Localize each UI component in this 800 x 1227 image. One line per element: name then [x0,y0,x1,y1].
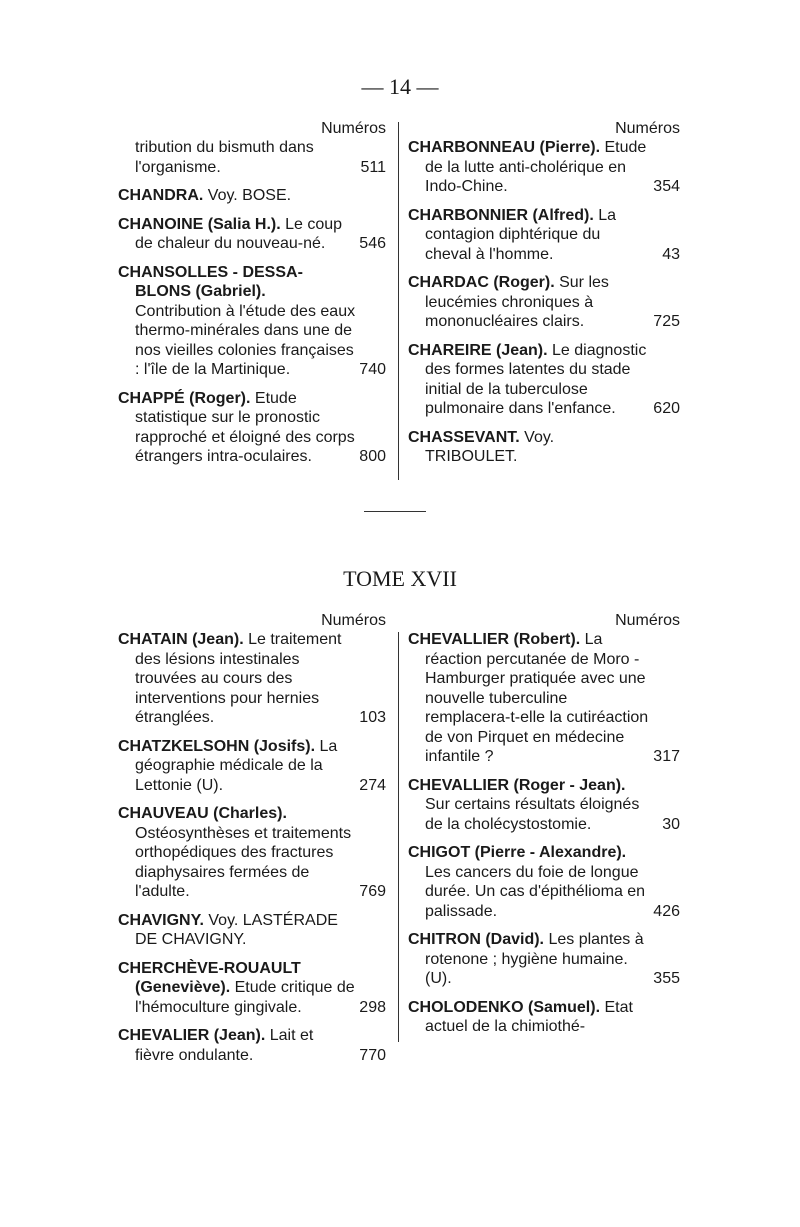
thesis-title: Sur les leucémies chroniques à mononucléaires clairs. [425,274,609,330]
index-entry [408,998,680,1037]
author-name: CHARBONNIER (Alfred). [408,206,594,224]
entry-number: 354 [653,178,680,195]
entry-text [408,630,680,767]
index-entry [118,911,386,950]
entry-number: 740 [359,361,386,378]
index-entry [408,206,680,265]
entry-text [118,630,386,728]
entry-text [408,341,680,419]
entry-number: 43 [662,245,680,263]
author-name: CHEVALLIER (Robert). [408,631,581,648]
entry-number: 800 [359,448,386,465]
index-entry [408,776,680,835]
entry-text [408,843,680,921]
author-name: CHAREIRE (Jean). [408,341,548,359]
index-entry [408,138,680,197]
author-name: CHEVALLIER (Roger - Jean). [408,776,626,794]
thesis-title: Le diagnostic des formes latentes du stade initial de la tuberculose pulmonaire dans l'enfance. [425,341,647,417]
column-header: Numéros [615,120,680,137]
column-divider [398,632,399,1042]
thesis-title: Contribution à l'étude des eaux thermo-minérales dans une de nos vieilles colonies françaises : l'île de la Martinique. [135,302,356,378]
author-name: CHARBONNEAU (Pierre). [408,139,601,156]
entry-text [408,206,680,265]
entry-text [408,776,680,835]
index-entry [118,263,386,380]
tome-title: TOME XVII [343,566,457,591]
thesis-title: Voy. TRIBOULET. [425,428,555,465]
column-header: Numéros [321,120,386,137]
index-entry [118,215,386,254]
thesis-title: Les cancers du foie de longue durée. Un cas d'épithélioma en palissade. [425,863,646,920]
index-entry [118,737,386,796]
author-name: CHITRON (David). [408,931,544,948]
index-entry [408,428,680,467]
author-name: CHAUVEAU (Charles). [118,805,287,822]
entry-text [408,273,680,332]
index-section-top [118,120,680,482]
author-name: CHANSOLLES - DESSA-BLONS (Gabriel). [118,263,303,300]
index-entry [118,389,386,467]
entry-number: 620 [653,400,680,417]
index-entry [118,804,386,902]
index-entry [408,843,680,921]
thesis-title: Lait et fièvre ondulante. [135,1027,314,1064]
thesis-title: Etude statistique sur le pronostic rapproché et éloigné des corps étrangers intra-oculaires. [135,389,355,465]
author-name: CHANOINE (Salia H.). [118,215,281,233]
author-name: CHANDRA. [118,187,204,204]
thesis-title: Etude de la lutte anti-cholérique en Indo-Chine. [425,139,647,195]
column-divider [398,122,399,480]
index-entry [408,273,680,332]
index-entry [118,1026,386,1065]
entry-text [118,911,386,950]
author-name: CHERCHÈVE-ROUAULT (Geneviève). [118,959,301,996]
entry-text [118,804,386,902]
column-header: Numéros [615,612,680,629]
entry-number: 546 [359,235,386,252]
entry-number: 274 [359,776,386,794]
index-entry [408,930,680,989]
entry-number: 298 [359,998,386,1016]
left-column [118,612,386,1074]
entry-text [408,138,680,197]
entry-text [118,1026,386,1065]
entry-number: 769 [359,883,386,900]
right-column [408,120,680,476]
entry-text [408,428,680,467]
thesis-title: tribution du bismuth dans l'organisme. [135,139,314,176]
thesis-title: La géographie médicale de la Lettonie (U). [135,737,338,794]
index-entry [118,186,386,206]
index-entry [118,630,386,728]
thesis-title: Ostéosynthèses et traitements orthopédiques des fractures diaphysaires fermées de l'adulte. [135,824,352,900]
author-name: CHEVALIER (Jean). [118,1027,266,1044]
thesis-title: Etude critique de l'hémoculture gingivale. [135,979,355,1016]
entry-number: 725 [653,313,680,330]
entry-text [118,959,386,1018]
author-name: CHAPPÉ (Roger). [118,389,251,407]
entry-text [408,998,680,1037]
index-entry [118,138,386,177]
index-entry [408,341,680,419]
entry-number: 770 [359,1046,386,1064]
author-name: CHIGOT (Pierre - Alexandre). [408,844,627,861]
entry-number: 511 [360,158,386,176]
index-section-bottom [118,612,680,1064]
thesis-title: Voy. LASTÉRADE DE CHAVIGNY. [135,911,338,948]
thesis-title: La réaction percutanée de Moro - Hamburger pratiquée avec une nouvelle tuberculine remplacera-t-elle la cutiréaction de von Pirquet en médecine infantile ? [425,631,649,765]
thesis-title: Sur certains résultats éloignés de la cholécystostomie. [425,796,640,833]
entry-number: 317 [653,748,680,765]
index-entry [408,630,680,767]
entry-number: 426 [653,902,680,920]
author-name: CHATZKELSOHN (Josifs). [118,737,316,755]
thesis-title: Voy. BOSE. [203,187,292,204]
page-number: — 14 — [361,74,439,99]
entry-number: 103 [359,709,386,726]
entry-text [408,930,680,989]
entry-number: 30 [662,815,680,833]
author-name: CHASSEVANT. [408,428,520,446]
entry-text [118,263,386,380]
entry-text [118,186,386,206]
right-column [408,612,680,1046]
thesis-title: Etat actuel de la chimiothé- [425,998,633,1035]
entry-text [118,138,386,177]
left-column [118,120,386,476]
entry-text [118,215,386,254]
author-name: CHOLODENKO (Samuel). [408,998,601,1016]
thesis-title: Les plantes à rotenone ; hygiène humaine. (U). [425,931,644,987]
thesis-title: Le traitement des lésions intestinales trouvées au cours des interventions pour hernies étranglées. [135,631,342,726]
entry-text [118,389,386,467]
author-name: CHARDAC (Roger). [408,274,555,291]
thesis-title: Le coup de chaleur du nouveau-né. [135,215,343,252]
entry-text [118,737,386,796]
entry-number: 355 [653,970,680,987]
thesis-title: La contagion diphtérique du cheval à l'homme. [425,206,617,263]
index-entry [118,959,386,1018]
author-name: CHATAIN (Jean). [118,631,244,648]
author-name: CHAVIGNY. [118,911,204,929]
column-header: Numéros [321,612,386,629]
section-divider [364,511,426,512]
